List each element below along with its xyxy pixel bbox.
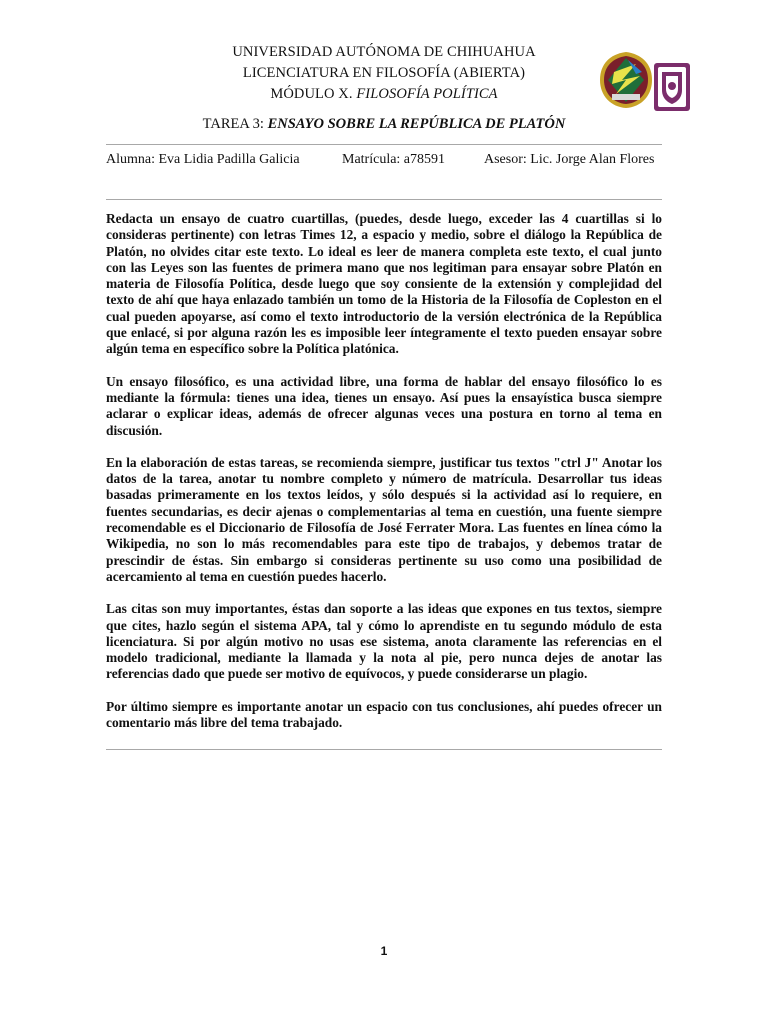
paragraph: Un ensayo filosófico, es una actividad libre, una forma de hablar del ensayo filosófico lo es mediante la fórmula: tienes una idea, tienes un ensayo. Así pues la ensayística busca siempre aclarar o explicar ideas, además de ofrecer algunas veces una postura en torno al tema en discusión. — [106, 373, 662, 438]
university-name: UNIVERSIDAD AUTÓNOMA DE CHIHUAHUA — [232, 44, 536, 60]
university-crest-icon — [598, 50, 654, 110]
logos — [598, 48, 698, 118]
paragraph: Redacta un ensayo de cuatro cuartillas, (puedes, desde luego, exceder las 4 cuartillas si lo consideras pertinente) con letras Times 12, a espacio y medio, sobre el diálogo la República de Platón, no olvides citar este texto. Lo ideal es leer de manera completa este texto, el cual junto con las Leyes son las fuentes de primera mano que nos legitiman para ensayar sobre Platón en materia de Filosofía Política, desde luego que soy consiente de la extensión y complejidad del texto de ahí que haya enlazado también un tomo de la Historia de la Filosofía de Copleston en el cual pueden apoyarse, así como el texto introductorio de la versión electrónica de la República que enlacé, si por alguna razón les es imposible leer íntegramente el texto pueden ensayar sobre algún tema en específico sobre la Política platónica. — [106, 211, 662, 357]
module-name: FILOSOFÍA POLÍTICA — [356, 86, 498, 102]
page-number: 1 — [380, 944, 388, 958]
paragraph: En la elaboración de estas tareas, se recomienda siempre, justificar tus textos "ctrl J" Anotar los datos de la tarea, anotar tu nombre completo y número de matrícula. Desarrollar tus ideas basadas primeramente en los textos leídos, y sólo después si la actividad así lo requiere, en fuentes secundarias, es decir ajenas o complementarias al tema en cuestión, una fuente siempre recomendable es el Diccionario de Filosofía de José Ferrater Mora. Las fuentes en línea cómo la Wikipedia, no son lo más recomendables para este tipo de trabajos, y debemos tratar de prescindir de éstas. Sin embargo si consideras pertinente su uso como una posibilidad de acercamiento al tema en cuestión puedes hacerlo. — [106, 454, 662, 584]
assignment-title — [0, 116, 768, 133]
instructions-body — [106, 211, 662, 747]
assignment-name: ENSAYO SOBRE LA REPÚBLICA DE PLATÓN — [267, 116, 566, 132]
top-divider — [106, 144, 662, 145]
student-id: Matrícula: a78591 — [342, 152, 446, 167]
paragraph: Por último siempre es importante anotar un espacio con tus conclusiones, ahí puedes ofrecer un comentario más libre del tema trabajado. — [106, 698, 662, 731]
program-name: LICENCIATURA EN FILOSOFÍA (ABIERTA) — [242, 65, 526, 81]
module-prefix: MÓDULO X. — [270, 86, 353, 102]
meta-divider — [106, 199, 662, 200]
student-name: Alumna: Eva Lidia Padilla Galicia — [106, 152, 300, 167]
bottom-divider — [106, 749, 662, 750]
assignment-prefix: TAREA 3: — [202, 116, 264, 132]
paragraph: Las citas son muy importantes, éstas dan soporte a las ideas que expones en tus textos, siempre que cites, hazlo según el sistema APA, tal y cómo lo aprendiste en tu segundo módulo de esta licenciatura. Si por algún motivo no usas ese sistema, anota claramente las referencias en el modelo tradicional, mediante la llamada y la nota al pie, pero nunca dejes de anotar las referencias dado que puede ser motivo de equívocos, y puede considerarse un plagio. — [106, 601, 662, 682]
faculty-seal-icon — [653, 62, 691, 112]
advisor-name: Asesor: Lic. Jorge Alan Flores — [484, 152, 655, 167]
